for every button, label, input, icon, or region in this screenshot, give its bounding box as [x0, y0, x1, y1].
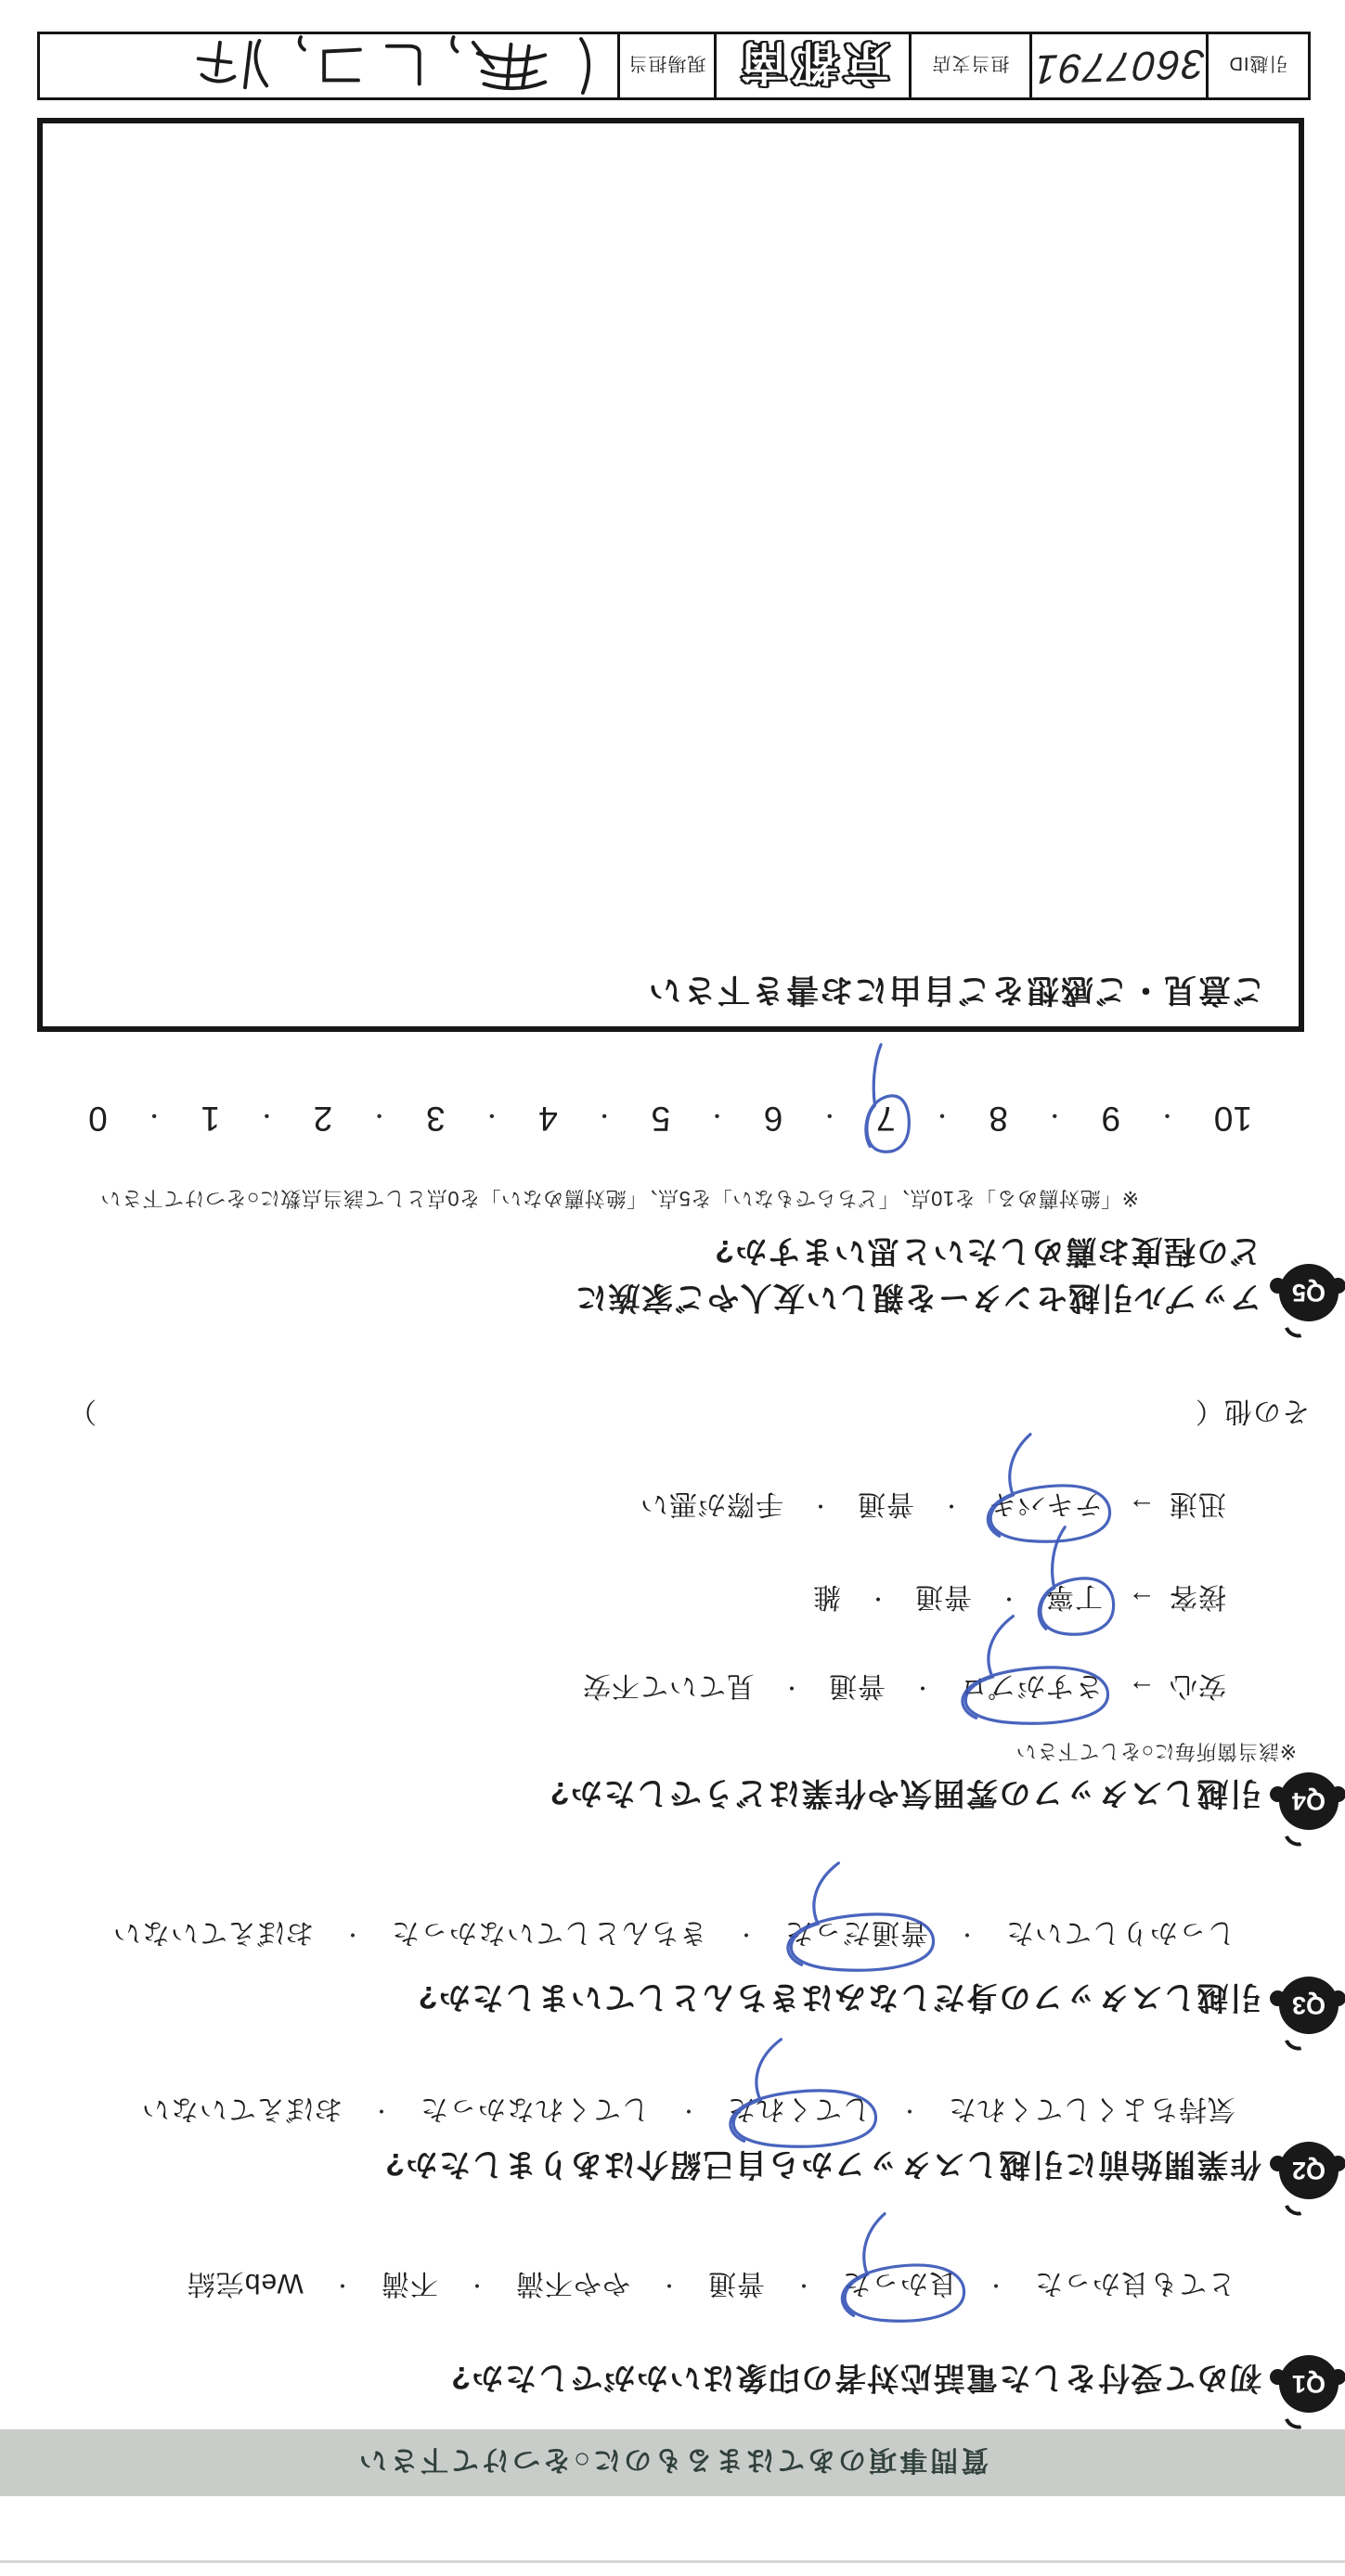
- q3-badge-label: Q3: [1279, 1977, 1339, 2034]
- q4-other-open: その他（: [1195, 1396, 1310, 1426]
- option: 見ていて不安: [581, 1670, 755, 1701]
- option-separator: ・: [465, 2273, 487, 2298]
- option: 不満: [380, 2268, 438, 2299]
- moving-id-label: 引越ID: [1206, 34, 1308, 97]
- pen-circle-mark: [971, 1475, 1119, 1548]
- branch-label: 担当支店: [909, 34, 1029, 97]
- pen-circle-mark: [860, 1086, 912, 1158]
- q2-question: 作業開始前に引越しスタッフから自己紹介はありましたか?: [383, 2146, 1261, 2182]
- option-separator: ・: [330, 2273, 353, 2298]
- option: 10: [1213, 1100, 1252, 1138]
- q3-question: 引越しスタッフの身だしなみはきちんとしていましたか?: [417, 1979, 1261, 2015]
- pen-circle-mark: [825, 2255, 974, 2327]
- option-separator: ・: [705, 1102, 729, 1128]
- q4-row-label: 安心: [1169, 1670, 1226, 1701]
- paper-edge-shadow: [0, 2560, 1345, 2563]
- q4-other-close: ）: [68, 1396, 97, 1426]
- arrow-icon: →: [1127, 1585, 1156, 1616]
- option-separator: ・: [818, 1102, 841, 1128]
- q4-row-label: 接客: [1169, 1581, 1226, 1612]
- option-separator: ・: [677, 2099, 699, 2123]
- option-separator: ・: [808, 1494, 831, 1518]
- q3-options: [112, 1915, 1235, 1956]
- q5-question-line1: アップル引越センターを親しい友人やご家族に: [574, 1280, 1261, 1315]
- comment-box: [37, 118, 1304, 1032]
- q4-question: 引越しスタッフの雰囲気や作業はどうでしたか?: [549, 1775, 1261, 1810]
- option: 気持ちよくしてくれた: [948, 2093, 1235, 2124]
- option-separator: ・: [911, 1676, 933, 1700]
- q4-row-jinsoku: [640, 1487, 1226, 1527]
- q4-row-label: 迅速: [1169, 1488, 1226, 1519]
- moving-id-handwritten: 3607791: [1029, 34, 1206, 97]
- q4-row-sekkyaku-options: [812, 1579, 1103, 1620]
- q4-note: ※該当箇所毎に○をして下さい: [1015, 1740, 1297, 1763]
- arrow-icon: →: [1127, 1492, 1156, 1523]
- pen-circle-mark: [942, 1657, 1119, 1730]
- q5-badge-label: Q5: [1279, 1264, 1339, 1321]
- option-separator: ・: [984, 2273, 1006, 2298]
- option-circled: 普通だった: [784, 1915, 928, 1956]
- option: とても良かった: [1034, 2268, 1235, 2299]
- q4-row-sekkyaku: [812, 1579, 1226, 1620]
- option-separator: ・: [734, 1923, 757, 1947]
- option: 1: [200, 1100, 221, 1138]
- option-separator: ・: [939, 1494, 962, 1518]
- q4-row-anshin-options: [582, 1668, 1103, 1709]
- q5-note: ※「絶対薦める」を10点、「どちらでもない」を5点、「絶対薦めない」を0点として該当点数に○をつけて下さい: [100, 1187, 1139, 1210]
- option-separator: ・: [368, 1102, 391, 1128]
- option: 雑: [811, 1581, 841, 1612]
- option: してくれなかった: [419, 2093, 650, 2124]
- option: 普通: [913, 1581, 972, 1612]
- q2-badge: [1273, 2136, 1343, 2214]
- pen-circle-mark: [1028, 1568, 1119, 1641]
- pen-circle-mark: [768, 1904, 945, 1977]
- option-separator: ・: [866, 1587, 888, 1611]
- branch-stamp: 京都南: [714, 34, 909, 97]
- option-separator: ・: [955, 1923, 977, 1947]
- option: Web完結: [186, 2268, 304, 2299]
- option-separator: ・: [341, 1923, 363, 1947]
- q4-badge: [1273, 1767, 1343, 1845]
- option: 5: [651, 1100, 671, 1138]
- q5-rating-scale: [88, 1099, 1252, 1138]
- staff-signature-cell: [40, 34, 617, 97]
- option-separator: ・: [657, 2273, 679, 2298]
- option-circled: してくれた: [727, 2092, 871, 2132]
- option-circled: テキパキ: [988, 1487, 1103, 1527]
- comment-box-title: ご意見・ご感想をご自由にお書き下さい: [646, 972, 1265, 1008]
- option-separator: ・: [593, 1102, 616, 1128]
- pen-circle-mark: [710, 2080, 887, 2153]
- option: 4: [538, 1100, 558, 1138]
- option-separator: ・: [792, 2273, 814, 2298]
- option: 普通: [706, 2268, 765, 2299]
- option-separator: ・: [1156, 1102, 1179, 1128]
- q4-row-jinsoku-options: [640, 1487, 1103, 1527]
- option: 8: [989, 1100, 1008, 1138]
- q4-other-row: [68, 1394, 1310, 1435]
- q3-badge: [1273, 1971, 1343, 2049]
- option-separator: ・: [780, 1676, 802, 1700]
- office-use-table: [37, 32, 1311, 100]
- option-circled: 良かった: [842, 2266, 957, 2307]
- arrow-icon: →: [1127, 1674, 1156, 1705]
- q5-question-line2: どの程度お薦めしたいと思いますか?: [713, 1233, 1261, 1269]
- option-separator: ・: [1043, 1102, 1067, 1128]
- q1-badge-label: Q1: [1279, 2355, 1339, 2413]
- q2-options: [141, 2092, 1235, 2132]
- option: 6: [763, 1100, 783, 1138]
- option: おぼえていない: [140, 2093, 343, 2124]
- instruction-banner: 質問事項のあてはまるものに○をつけて下さい: [0, 2429, 1345, 2496]
- q1-question: 初めて受付をした電話応対者の印象はいかがでしたか?: [449, 2360, 1261, 2395]
- q4-row-anshin: [582, 1668, 1226, 1709]
- option: 9: [1101, 1100, 1121, 1138]
- option-separator: ・: [930, 1102, 953, 1128]
- handwritten-signature-scribble: [51, 33, 608, 98]
- option-circled: 丁寧: [1045, 1579, 1103, 1620]
- option: 3: [425, 1100, 446, 1138]
- q2-badge-label: Q2: [1279, 2142, 1339, 2199]
- option: おぼえていない: [111, 1917, 314, 1948]
- q5-badge: [1273, 1258, 1343, 1336]
- option: やや不満: [514, 2268, 630, 2299]
- option-circled: 7: [876, 1099, 896, 1138]
- q1-options: [187, 2266, 1235, 2307]
- q4-badge-label: Q4: [1279, 1772, 1339, 1830]
- staff-label: 現場担当: [617, 34, 714, 97]
- option: 普通: [827, 1670, 886, 1701]
- option: 0: [88, 1100, 108, 1138]
- option: しっかりしていた: [1005, 1917, 1235, 1948]
- option-separator: ・: [997, 1587, 1019, 1611]
- option: 2: [313, 1100, 333, 1138]
- option-separator: ・: [255, 1102, 278, 1128]
- option-separator: ・: [480, 1102, 503, 1128]
- option: きちんとしていなかった: [390, 1917, 707, 1948]
- option-separator: ・: [143, 1102, 166, 1128]
- option-separator: ・: [369, 2099, 392, 2123]
- q1-badge: [1273, 2350, 1343, 2428]
- option: 普通: [856, 1488, 914, 1519]
- option-separator: ・: [898, 2099, 920, 2123]
- option: 手際が悪い: [639, 1488, 783, 1519]
- option-circled: さすがプロ: [959, 1668, 1103, 1709]
